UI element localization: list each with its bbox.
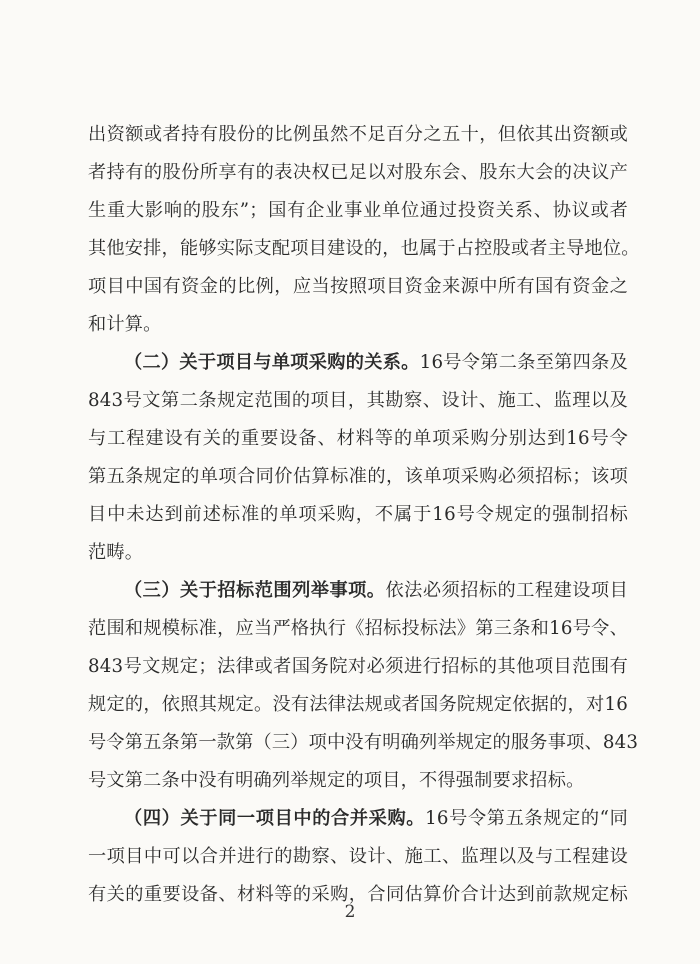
text-line: 项目中国有资金的比例，应当按照项目资金来源中所有国有资金之	[88, 276, 628, 297]
section-heading: （二）关于项目与单项采购的关系。	[124, 352, 420, 373]
text-segment: 16号令第五条规定的“同	[425, 808, 629, 829]
text-line: 第五条规定的单项合同价估算标准的，该单项采购必须招标；该项	[88, 466, 628, 487]
text-line: 和计算。	[88, 314, 162, 335]
text-segment: 依法必须招标的工程建设项目	[385, 580, 628, 601]
text-line: 号文第二条中没有明确列举规定的项目，不得强制要求招标。	[88, 770, 585, 791]
text-line: 843号文规定；法律或者国务院对必须进行招标的其他项目范围有	[88, 656, 628, 677]
section-heading-line	[124, 804, 628, 834]
text-line: 与工程建设有关的重要设备、材料等的单项采购分别达到16号令	[88, 428, 628, 449]
text-line: 843号文第二条规定范围的项目，其勘察、设计、施工、监理以及	[88, 390, 628, 411]
text-line: 生重大影响的股东”；国有企业事业单位通过投资关系、协议或者	[88, 200, 628, 221]
text-line: 一项目中可以合并进行的勘察、设计、施工、监理以及与工程建设	[88, 846, 628, 867]
section-heading: （三）关于招标范围列举事项。	[124, 580, 386, 601]
text-line: 者持有的股份所享有的表决权已足以对股东会、股东大会的决议产	[88, 162, 628, 183]
text-line: 其他安排，能够实际支配项目建设的，也属于占控股或者主导地位。	[88, 238, 640, 259]
text-line: 出资额或者持有股份的比例虽然不足百分之五十，但依其出资额或	[88, 124, 628, 145]
section-heading-line	[124, 348, 628, 378]
text-segment: 16号令第二条至第四条及	[419, 352, 629, 373]
section-heading: （四）关于同一项目中的合并采购。	[124, 808, 426, 829]
text-line: 范畴。	[88, 542, 144, 563]
page-number: 2	[344, 902, 356, 922]
text-line: 目中未达到前述标准的单项采购，不属于16号令规定的强制招标	[88, 504, 628, 525]
text-line: 号令第五条第一款第（三）项中没有明确列举规定的服务事项、843	[88, 732, 639, 753]
text-line: 规定的，依照其规定。没有法律法规或者国务院规定依据的，对16	[88, 694, 628, 715]
text-line: 有关的重要设备、材料等的采购，合同估算价合计达到前款规定标	[88, 884, 628, 905]
section-heading-line	[124, 576, 628, 606]
text-line: 范围和规模标准，应当严格执行《招标投标法》第三条和16号令、	[88, 618, 628, 639]
